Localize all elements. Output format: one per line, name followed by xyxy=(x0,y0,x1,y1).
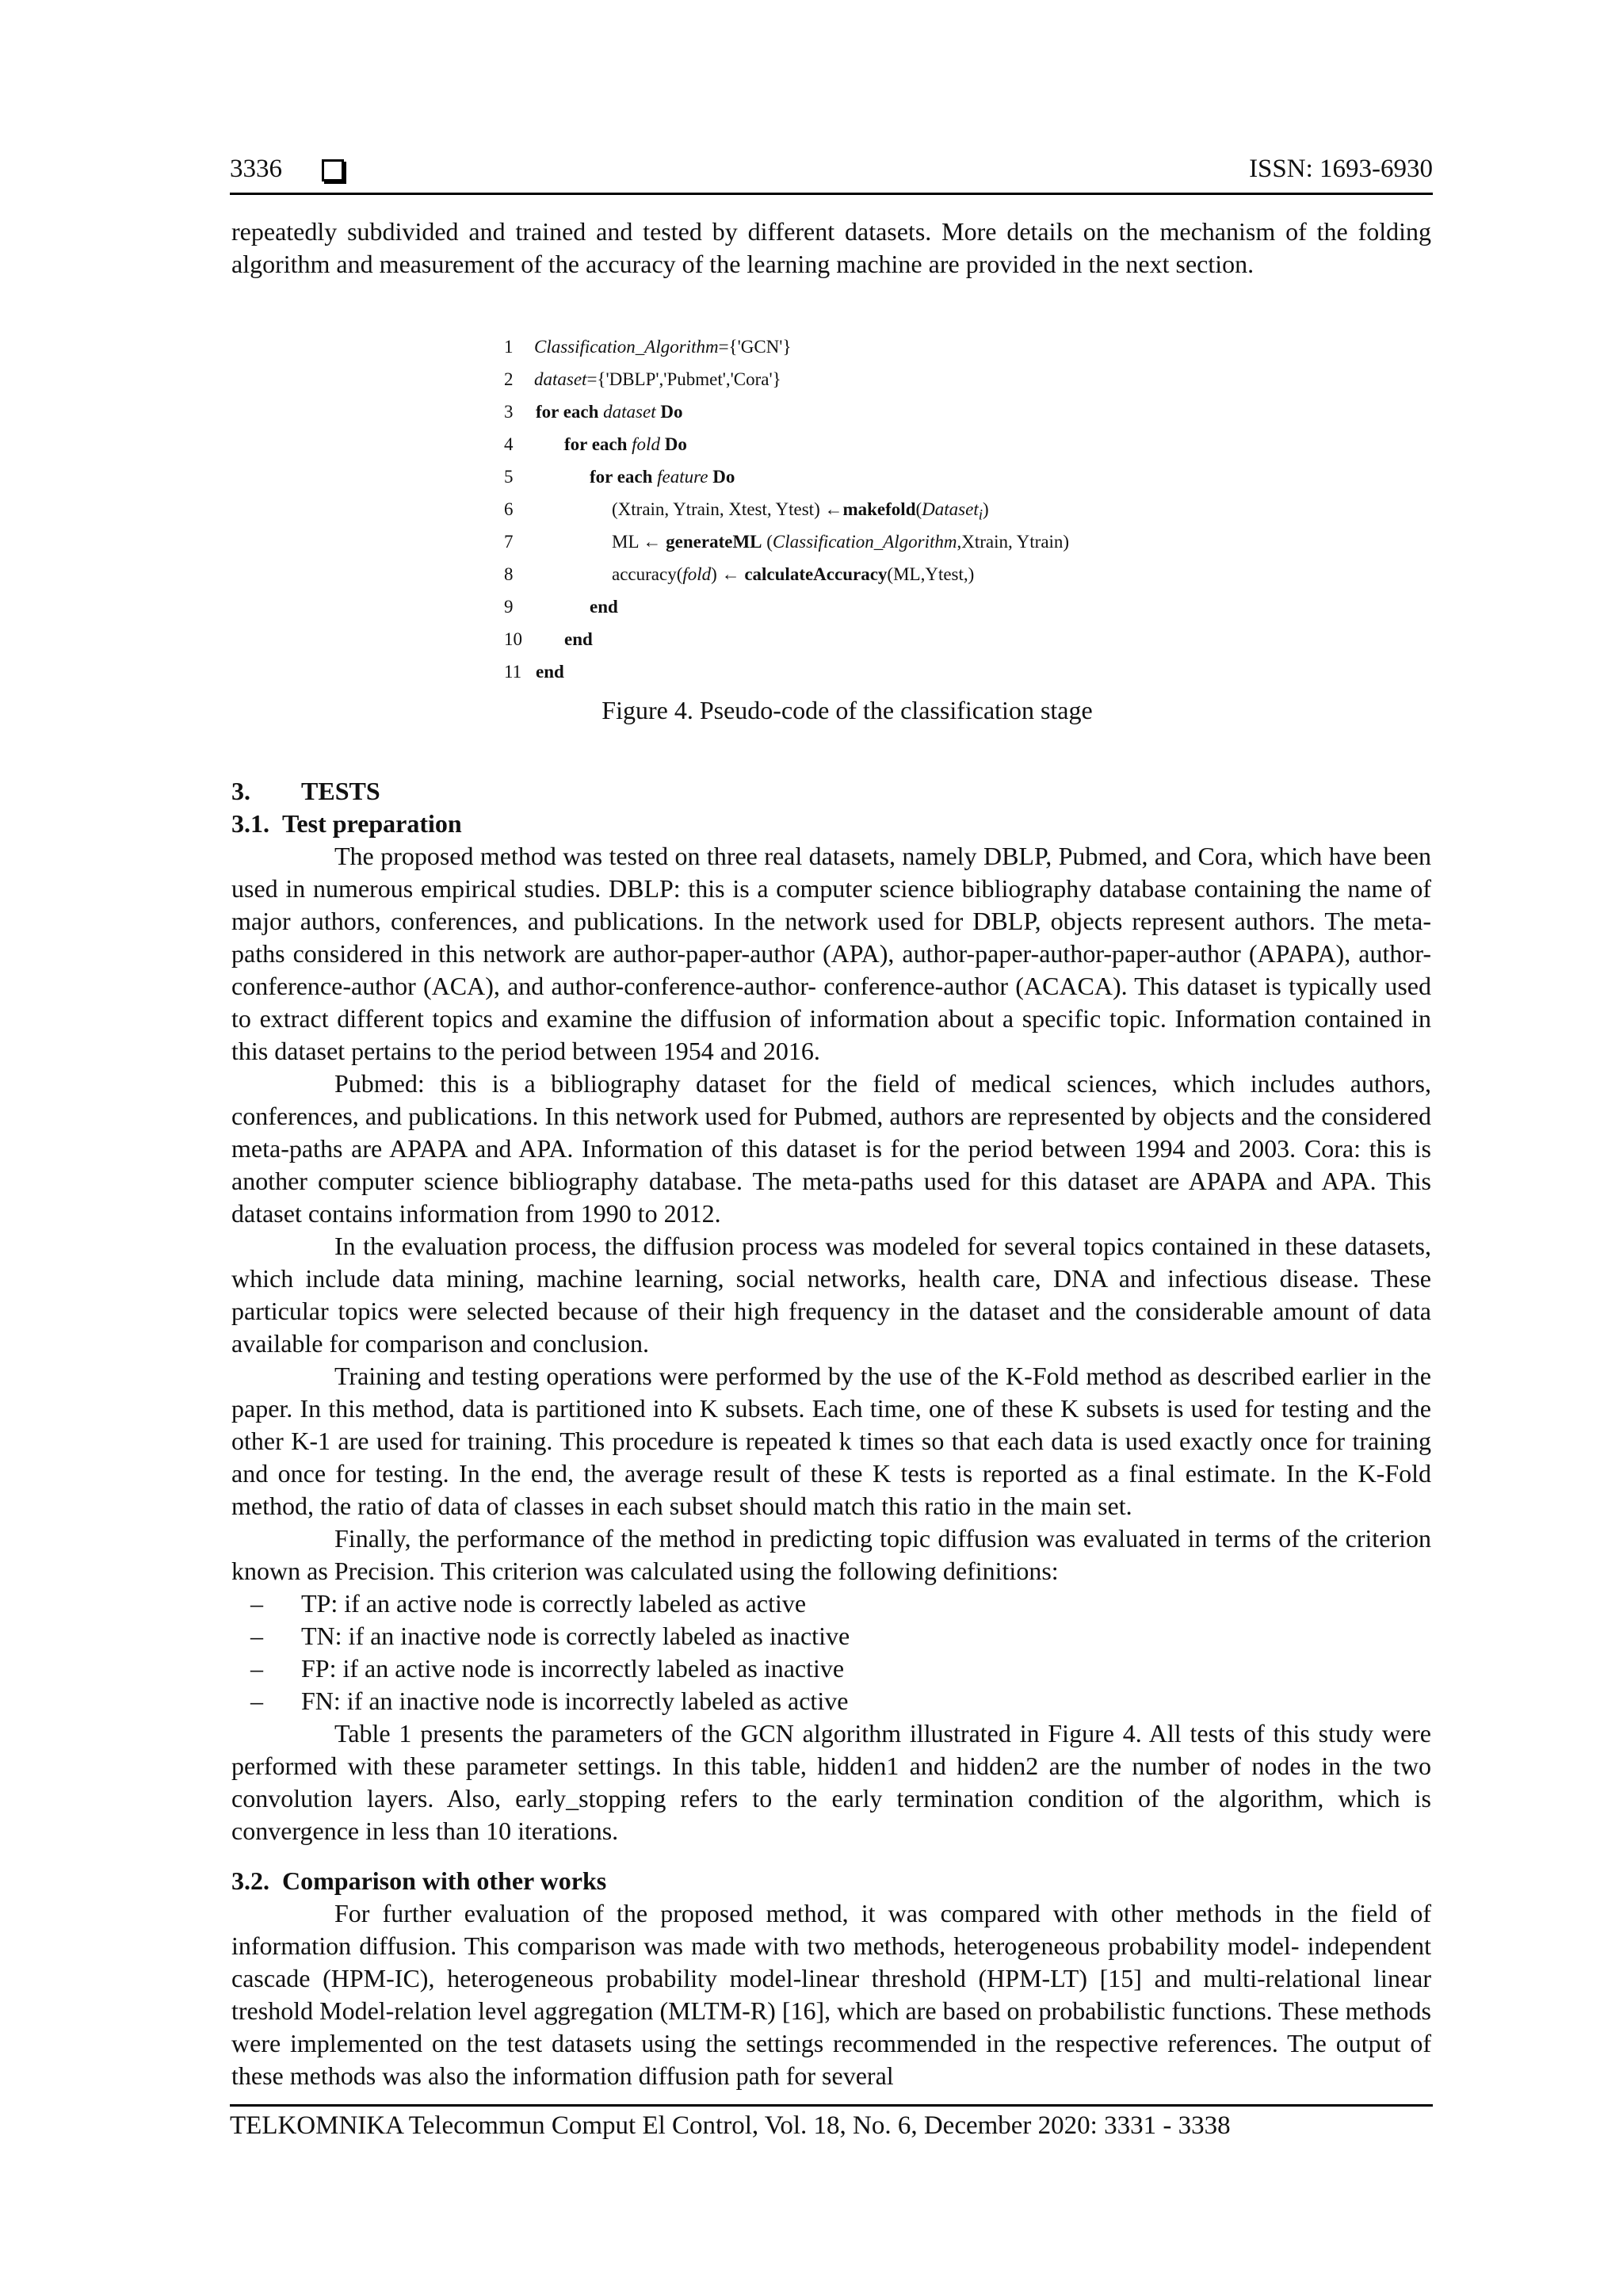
code-line xyxy=(504,623,1265,655)
line-number: 10 xyxy=(504,629,522,649)
code-line xyxy=(504,493,1265,525)
code-line xyxy=(504,395,1265,428)
paragraph: The proposed method was tested on three real datasets, namely DBLP, Pubmed, and Cora, which have been used in numerous empirical studies. DBLP: this is a computer science bibliography database containing the name of major authors, conferences, and publications. In the network used for DBLP, objects represent authors. The meta-paths considered in this network are author-paper-author (APA), author-paper-author-paper-author (APAPA), author-conference-author (ACA), and author-conference-author- conference-author (ACACA). This dataset is typically used to extract different topics and examine the diffusion of information about a specific topic. Information contained in this dataset pertains to the period between 1954 and 2016. xyxy=(231,842,1431,1065)
paragraph: Pubmed: this is a bibliography dataset for the field of medical sciences, which includes authors, conferences, and publications. In this network used for Pubmed, authors are represented by objects and the considered meta-paths are APAPA and APA. Information of this dataset is for the period between 1994 and 2003. Cora: this is another computer science bibliography database. The meta-paths used for this dataset are APAPA and APA. This dataset contains information from 1990 to 2012. xyxy=(231,1069,1431,1228)
line-number: 2 xyxy=(504,369,514,389)
dash-icon: – xyxy=(250,1589,263,1618)
figure-caption: Figure 4. Pseudo-code of the classification stage xyxy=(601,696,1093,724)
checkbox-square-icon xyxy=(322,159,344,181)
code-text: ML ← generateML (Classification_Algorithm,Xtrain, Ytrain) xyxy=(612,532,1070,552)
code-text: for each feature Do xyxy=(590,467,735,487)
code-line xyxy=(504,428,1265,460)
paragraph: Training and testing operations were performed by the use of the K-Fold method as described earlier in the paper. In this method, data is partitioned into K subsets. Each time, one of these K subsets is used for testing and the other K-1 are used for training. This procedure is repeated k times so that each data is used exactly once for training and once for testing. In the end, the average result of these K tests is reported as a final estimate. In the K-Fold method, the ratio of data of classes in each subset should match this ratio in the main set. xyxy=(231,1362,1431,1520)
dash-icon: – xyxy=(250,1622,263,1650)
intro-text xyxy=(231,216,1431,281)
list-item xyxy=(231,1652,1431,1685)
definition-text: FP: if an active node is incorrectly labeled as inactive xyxy=(301,1654,845,1683)
line-number: 4 xyxy=(504,434,514,454)
page-number: 3336 xyxy=(230,155,282,183)
subsection-heading: 3.2. Comparison with other works xyxy=(231,1866,607,1895)
code-line xyxy=(504,558,1265,590)
subsection-heading: 3.1. Test preparation xyxy=(231,809,462,838)
definition-text: TN: if an inactive node is correctly labeled as inactive xyxy=(301,1622,850,1650)
code-text: end xyxy=(536,662,564,682)
dash-icon: – xyxy=(250,1687,263,1715)
paragraph: Table 1 presents the parameters of the GCN algorithm illustrated in Figure 4. All tests of this study were performed with these parameter settings. In this table, hidden1 and hidden2 are the number of nodes in the two convolution layers. Also, early_stopping refers to the early termination condition of the algorithm, which is convergence in less than 10 iterations. xyxy=(231,1719,1431,1845)
code-text: for each dataset Do xyxy=(536,402,683,422)
page-header xyxy=(230,155,1433,195)
code-text: (Xtrain, Ytrain, Xtest, Ytest) ←makefold(Dataset$_i$) xyxy=(612,499,989,524)
definition-text: TP: if an active node is correctly labeled as active xyxy=(301,1589,807,1618)
paragraph: Finally, the performance of the method in predicting topic diffusion was evaluated in terms of the criterion known as Precision. This criterion was calculated using the following definitions: xyxy=(231,1524,1431,1585)
list-item xyxy=(231,1685,1431,1717)
paragraph: For further evaluation of the proposed method, it was compared with other methods in the field of information diffusion. This comparison was made with two methods, heterogeneous probability model- independent cascade (HPM-IC), heterogeneous probability model-linear threshold (HPM-LT) [15] and multi-relational linear treshold Model-relation level aggregation (MLTM-R) [16], which are based on probabilistic functions. These methods were implemented on the test datasets using the settings recommended in the respective references. The output of these methods was also the information diffusion path for several xyxy=(231,1899,1431,2090)
code-text: accuracy(fold) ← calculateAccuracy(ML,Ytest,) xyxy=(612,564,975,584)
line-number: 9 xyxy=(504,597,514,617)
line-number: 5 xyxy=(504,467,514,487)
code-text: Classification_Algorithm={'GCN'} xyxy=(534,337,792,357)
pseudocode-block xyxy=(504,330,1265,688)
line-number: 1 xyxy=(504,337,514,357)
code-line xyxy=(504,363,1265,395)
line-number: 8 xyxy=(504,564,514,584)
dash-icon: – xyxy=(250,1654,263,1683)
journal-citation: TELKOMNIKA Telecommun Comput El Control, Vol. 18, No. 6, December 2020: 3331 - 3338 xyxy=(230,2111,1231,2140)
list-item xyxy=(231,1620,1431,1652)
page-footer xyxy=(230,2104,1433,2141)
section-heading: 3. TESTS xyxy=(231,777,380,805)
code-text: dataset={'DBLP','Pubmet','Cora'} xyxy=(534,369,781,389)
issn: ISSN: 1693-6930 xyxy=(1249,155,1433,183)
code-line xyxy=(504,460,1265,493)
code-text: for each fold Do xyxy=(564,434,687,454)
code-line xyxy=(504,590,1265,623)
definition-text: FN: if an inactive node is incorrectly labeled as active xyxy=(301,1687,849,1715)
code-line xyxy=(504,655,1265,688)
code-line xyxy=(504,525,1265,558)
list-item xyxy=(231,1587,1431,1620)
code-text: end xyxy=(590,597,618,617)
line-number: 3 xyxy=(504,402,514,422)
intro-paragraph: repeatedly subdivided and trained and tested by different datasets. More details on the mechanism of the folding algorithm and measurement of the accuracy of the learning machine are provided in the next section. xyxy=(231,217,1431,278)
paragraph: In the evaluation process, the diffusion process was modeled for several topics contained in these datasets, which include data mining, machine learning, social networks, health care, DNA and infectious disease. These particular topics were selected because of their high frequency in the dataset and the considerable amount of data available for comparison and conclusion. xyxy=(231,1232,1431,1358)
line-number: 11 xyxy=(504,662,522,682)
line-number: 7 xyxy=(504,532,514,552)
section-3 xyxy=(231,775,1431,2092)
line-number: 6 xyxy=(504,499,514,519)
code-text: end xyxy=(564,629,593,649)
code-line xyxy=(504,330,1265,363)
